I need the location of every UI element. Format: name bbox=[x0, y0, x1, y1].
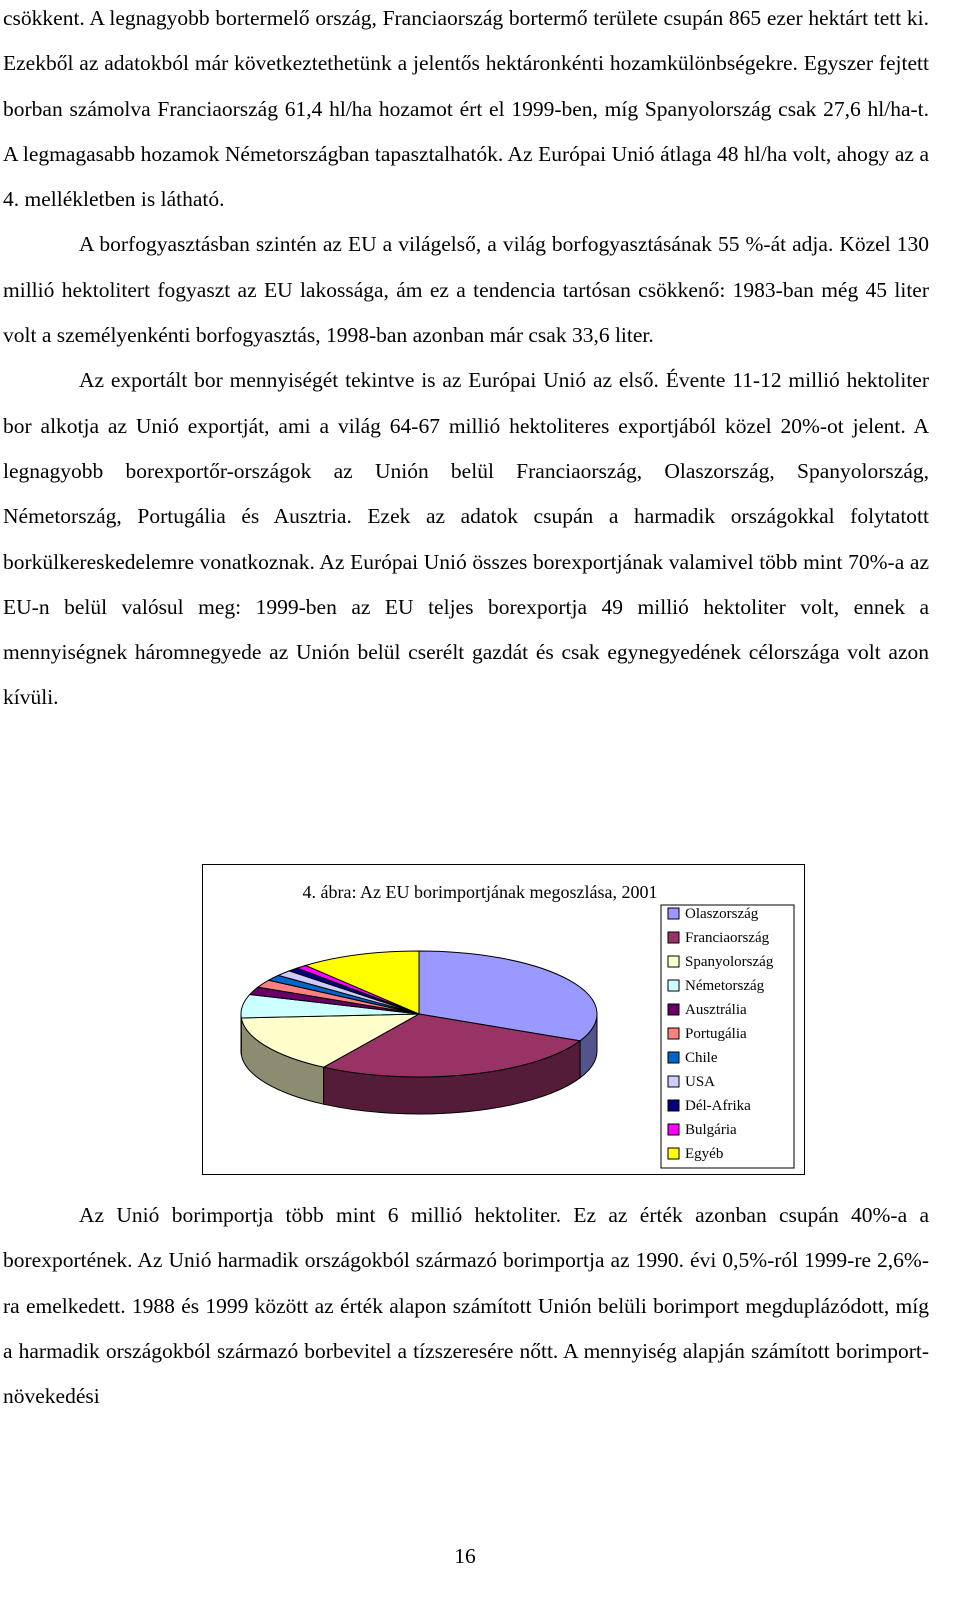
legend-swatch bbox=[668, 1052, 679, 1063]
legend-label: Egyéb bbox=[685, 1146, 724, 1162]
paragraph: A borfogyasztásban szintén az EU a világelső, a világ borfogyasztásának 55 %-át adja. Közel 130 millió hektolitert fogyaszt az EU lakossága, ám ez a tendencia tartósan csökkenő: 1983-ban még 45 liter volt a személyenkénti borfogyasztás, 1998-ban azonban már csak 33,6 liter. bbox=[3, 232, 929, 348]
paragraph: Az exportált bor mennyiségét tekintve is az Európai Unió az első. Évente 11-12 millió hektoliter bor alkotja az Unió exportját, ami a világ 64-67 millió hektoliteres exportjából közel 20%-ot jelent. A legnagyobb borexportőr-országok az Unión belül Franciaország, Olaszország, Spanyolország, Németország, Portugália és Ausztria. Ezek az adatok csupán a harmadik országokkal folytatott borkülkereskedelemre vonatkoznak. Az Európai Unió összes borexportjának valamivel több mint 70%-a az EU-n belül valósul meg: 1999-ben az EU teljes borexportja 49 millió hektoliter volt, ennek a mennyiségnek háromnegyede az Unión belül cserélt gazdát és csak egynegyedének célországa volt azon kívüli. bbox=[3, 368, 929, 710]
legend-swatch bbox=[668, 932, 679, 943]
pie-chart bbox=[203, 865, 806, 1176]
legend-label: Ausztrália bbox=[685, 1002, 747, 1018]
legend-label: Dél-Afrika bbox=[685, 1098, 751, 1114]
legend-swatch bbox=[668, 980, 679, 991]
legend-swatch bbox=[668, 1004, 679, 1015]
legend-label: USA bbox=[685, 1074, 716, 1090]
legend-label: Portugália bbox=[685, 1026, 747, 1042]
body-text-top bbox=[3, 0, 929, 721]
legend-label: Spanyolország bbox=[685, 954, 774, 970]
legend-label: Németország bbox=[685, 978, 765, 994]
body-text-bottom bbox=[3, 1193, 929, 1419]
chart-title: 4. ábra: Az EU borimportjának megoszlása, 2001 bbox=[302, 882, 658, 902]
paragraph: Az Unió borimportja több mint 6 millió hektoliter. Ez az érték azonban csupán 40%-a a borexportének. Az Unió harmadik országokból származó borimportja az 1990. évi 0,5%-ról 1999-re 2,6%-ra emelkedett. 1988 és 1999 között az érték alapon számított Unión belüli borimport megduplázódott, míg a harmadik országokból származó borbevitel a tízszeresére nőtt. A mennyiség alapján számított borimport-növekedési bbox=[3, 1203, 929, 1409]
legend-label: Chile bbox=[685, 1050, 718, 1066]
legend-swatch bbox=[668, 1076, 679, 1087]
legend-swatch bbox=[668, 1124, 679, 1135]
legend-label: Bulgária bbox=[685, 1122, 737, 1138]
legend-swatch bbox=[668, 956, 679, 967]
legend-swatch bbox=[668, 908, 679, 919]
legend-label: Franciaország bbox=[685, 930, 770, 946]
chart-legend bbox=[661, 905, 794, 1168]
legend-label: Olaszország bbox=[685, 906, 759, 922]
legend-swatch bbox=[668, 1100, 679, 1111]
pie-slices bbox=[241, 951, 597, 1114]
paragraph: csökkent. A legnagyobb bortermelő ország, Franciaország bortermő területe csupán 865 ezer hektárt tett ki. Ezekből az adatokból már következtethetünk a jelentős hektáronkénti hozamkülönbségekre. Egyszer fejtett borban számolva Franciaország 61,4 hl/ha hozamot ért el 1999-ben, míg Spanyolország csak 27,6 hl/ha-t. A legmagasabb hozamok Németországban tapasztalhatók. Az Európai Unió átlaga 48 hl/ha volt, ahogy az a 4. mellékletben is látható. bbox=[3, 6, 929, 212]
legend-swatch bbox=[668, 1148, 679, 1159]
page-number: 16 bbox=[454, 1544, 476, 1568]
pie-chart-figure bbox=[202, 864, 805, 1175]
legend-swatch bbox=[668, 1028, 679, 1039]
